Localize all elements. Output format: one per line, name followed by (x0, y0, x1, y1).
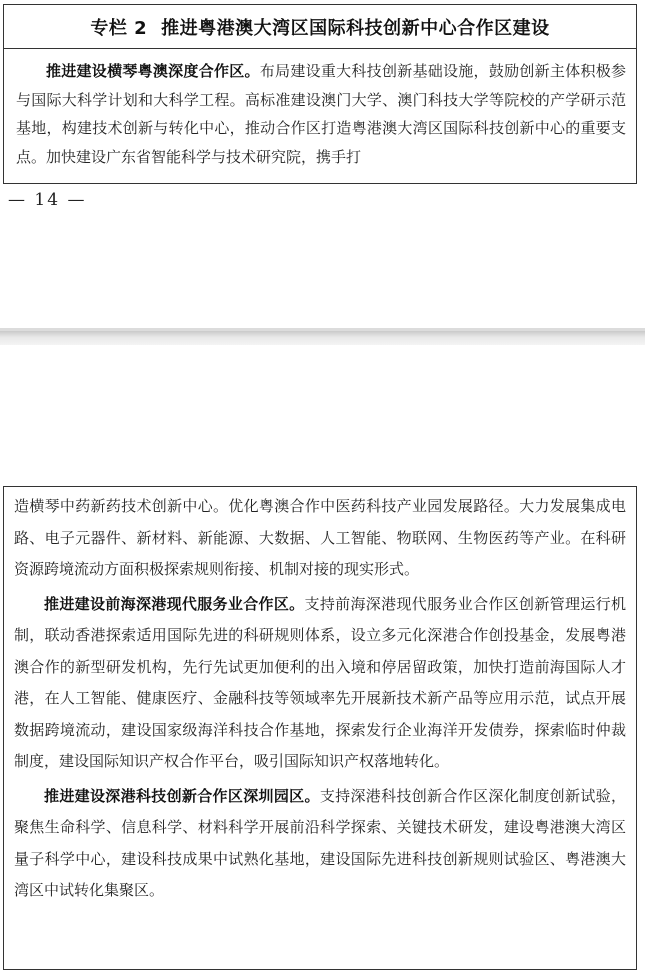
paragraph-shenzhen-park-lead: 推进建设深港科技创新合作区深圳园区。 (44, 786, 320, 805)
special-column-box-page-14 (3, 4, 637, 184)
box-title (4, 5, 636, 49)
paragraph-qianhai (14, 589, 626, 778)
paragraph-qianhai-text: 支持前海深港现代服务业合作区创新管理运行机制，联动香港探索适用国际先进的科研规则体系，设立多元化深港合作创投基金，发展粤港澳合作的新型研发机构，先行先试更加便利的出入境和停居留政策，加快打造前海国际人才港，在人工智能、健康医疗、金融科技等领域率先开展新技术新产品等应用示范，试点开展数据跨境流动，建设国家级海洋科技合作基地，探索发行企业海洋开发债券，探索临时仲裁制度，建设国际知识产权合作平台，吸引国际知识产权落地转化。 (14, 594, 626, 770)
paragraph-hengqin (16, 57, 626, 171)
box-body (4, 49, 636, 171)
paragraph-hengqin-lead: 推进建设横琴粤澳深度合作区。 (46, 62, 260, 80)
page-number: — 14 — (8, 190, 87, 210)
box-title-text: 推进粤港澳大湾区国际科技创新中心合作区建设 (161, 17, 550, 39)
paragraph-qianhai-lead: 推进建设前海深港现代服务业合作区。 (44, 594, 305, 613)
box-body-continued (4, 487, 636, 907)
special-column-box-continued (3, 486, 637, 970)
paragraph-shenzhen-park (14, 781, 626, 907)
paragraph-shenzhen-park-text: 支持深港科技创新合作区深化制度创新试验，聚焦生命科学、信息科学、材料科学开展前沿科学探索、关键技术研发，建设粤港澳大湾区量子科学中心，建设科技成果中试熟化基地，建设国际先进科技创新规则试验区、粤港澳大湾区中试转化集聚区。 (14, 786, 626, 899)
box-title-label: 专栏 2 (90, 17, 148, 39)
paragraph-continuation: 造横琴中药新药技术创新中心。优化粤澳合作中医药科技产业园发展路径。大力发展集成电路、电子元器件、新材料、新能源、大数据、人工智能、物联网、生物医药等产业。在科研资源跨境流动方面积极探索规则衔接、机制对接的现实形式。 (14, 497, 626, 578)
paragraph-hengqin-text: 布局建设重大科技创新基础设施，鼓励创新主体积极参与国际大科学计划和大科学工程。高标准建设澳门大学、澳门科技大学等院校的产学研示范基地，构建技术创新与转化中心，推动合作区打造粤港澳大湾区国际科技创新中心的重要支点。加快建设广东省智能科学与技术研究院，携手打 (16, 62, 626, 166)
page-separator (0, 331, 645, 345)
